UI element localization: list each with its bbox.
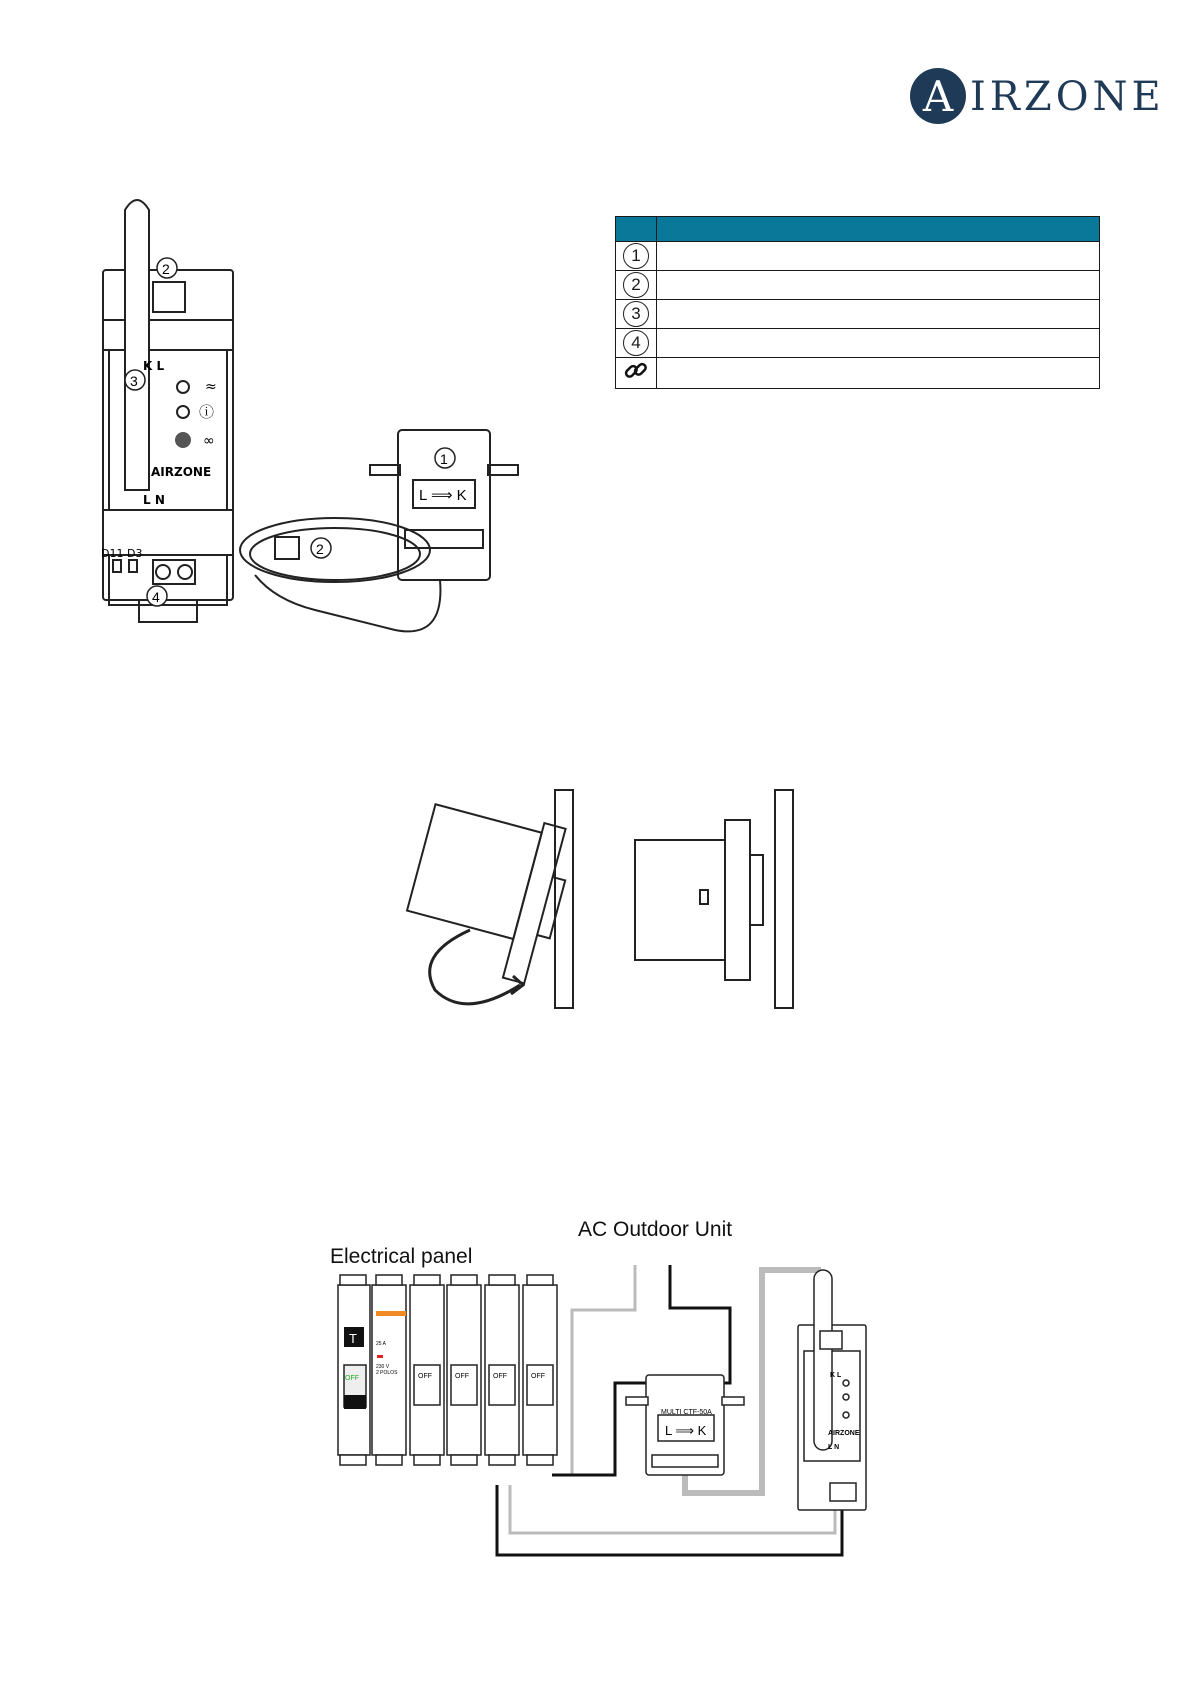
legend-row: 1 [616, 242, 1100, 271]
callout: 2 [316, 541, 324, 557]
logo-word: IRZONE [970, 74, 1165, 120]
logo-mark: A [910, 68, 966, 124]
rcd-label: 2 POLOS [376, 1370, 398, 1376]
callout: 3 [130, 373, 138, 389]
device-brand-label: AIRZONE [151, 465, 212, 479]
off-label: OFF [345, 1375, 359, 1382]
wiring-terminal-top: K L [830, 1372, 842, 1379]
rcd-label: 230 V [376, 1364, 390, 1370]
legend-table [615, 216, 1100, 389]
legend-row [616, 358, 1100, 389]
breaker-test-label: T [349, 1331, 357, 1346]
device-diagram [95, 190, 555, 650]
clamp-label: L ⟹ K [665, 1423, 707, 1438]
off-label: OFF [531, 1373, 545, 1380]
clamp-model: MULTI CTF-50A [661, 1409, 712, 1416]
ac-outdoor-unit-title: AC Outdoor Unit [578, 1218, 733, 1241]
led-label: D11 [101, 547, 124, 560]
link-icon: ∞ [203, 433, 215, 449]
led-label: D3 [127, 547, 143, 560]
off-label: OFF [418, 1373, 432, 1380]
off-label: OFF [455, 1373, 469, 1380]
link-icon [622, 358, 650, 384]
callout: 4 [152, 589, 160, 605]
wifi-icon: ≈ [205, 379, 217, 395]
off-label: OFF [493, 1373, 507, 1380]
rcd-label: 25 A [376, 1341, 387, 1347]
info-icon: ⓘ [199, 403, 215, 421]
legend-row: 3 [616, 300, 1100, 329]
wiring-terminal-bottom: L N [828, 1444, 840, 1451]
electrical-panel-title: Electrical panel [330, 1245, 473, 1268]
wiring-device-brand: AIRZONE [828, 1430, 860, 1437]
callout: 2 [162, 261, 170, 277]
legend-row: 2 [616, 271, 1100, 300]
airzone-logo [910, 66, 1165, 136]
wiring-diagram [330, 1265, 890, 1565]
link-button [175, 432, 191, 448]
din-rail-mounting-diagram [395, 780, 815, 1010]
legend-row: 4 [616, 329, 1100, 358]
sensor-label: L ⟹ K [419, 487, 467, 504]
terminal-top-label: K L [143, 359, 165, 373]
callout: 1 [440, 451, 448, 467]
terminal-bottom-label: L N [143, 493, 165, 507]
